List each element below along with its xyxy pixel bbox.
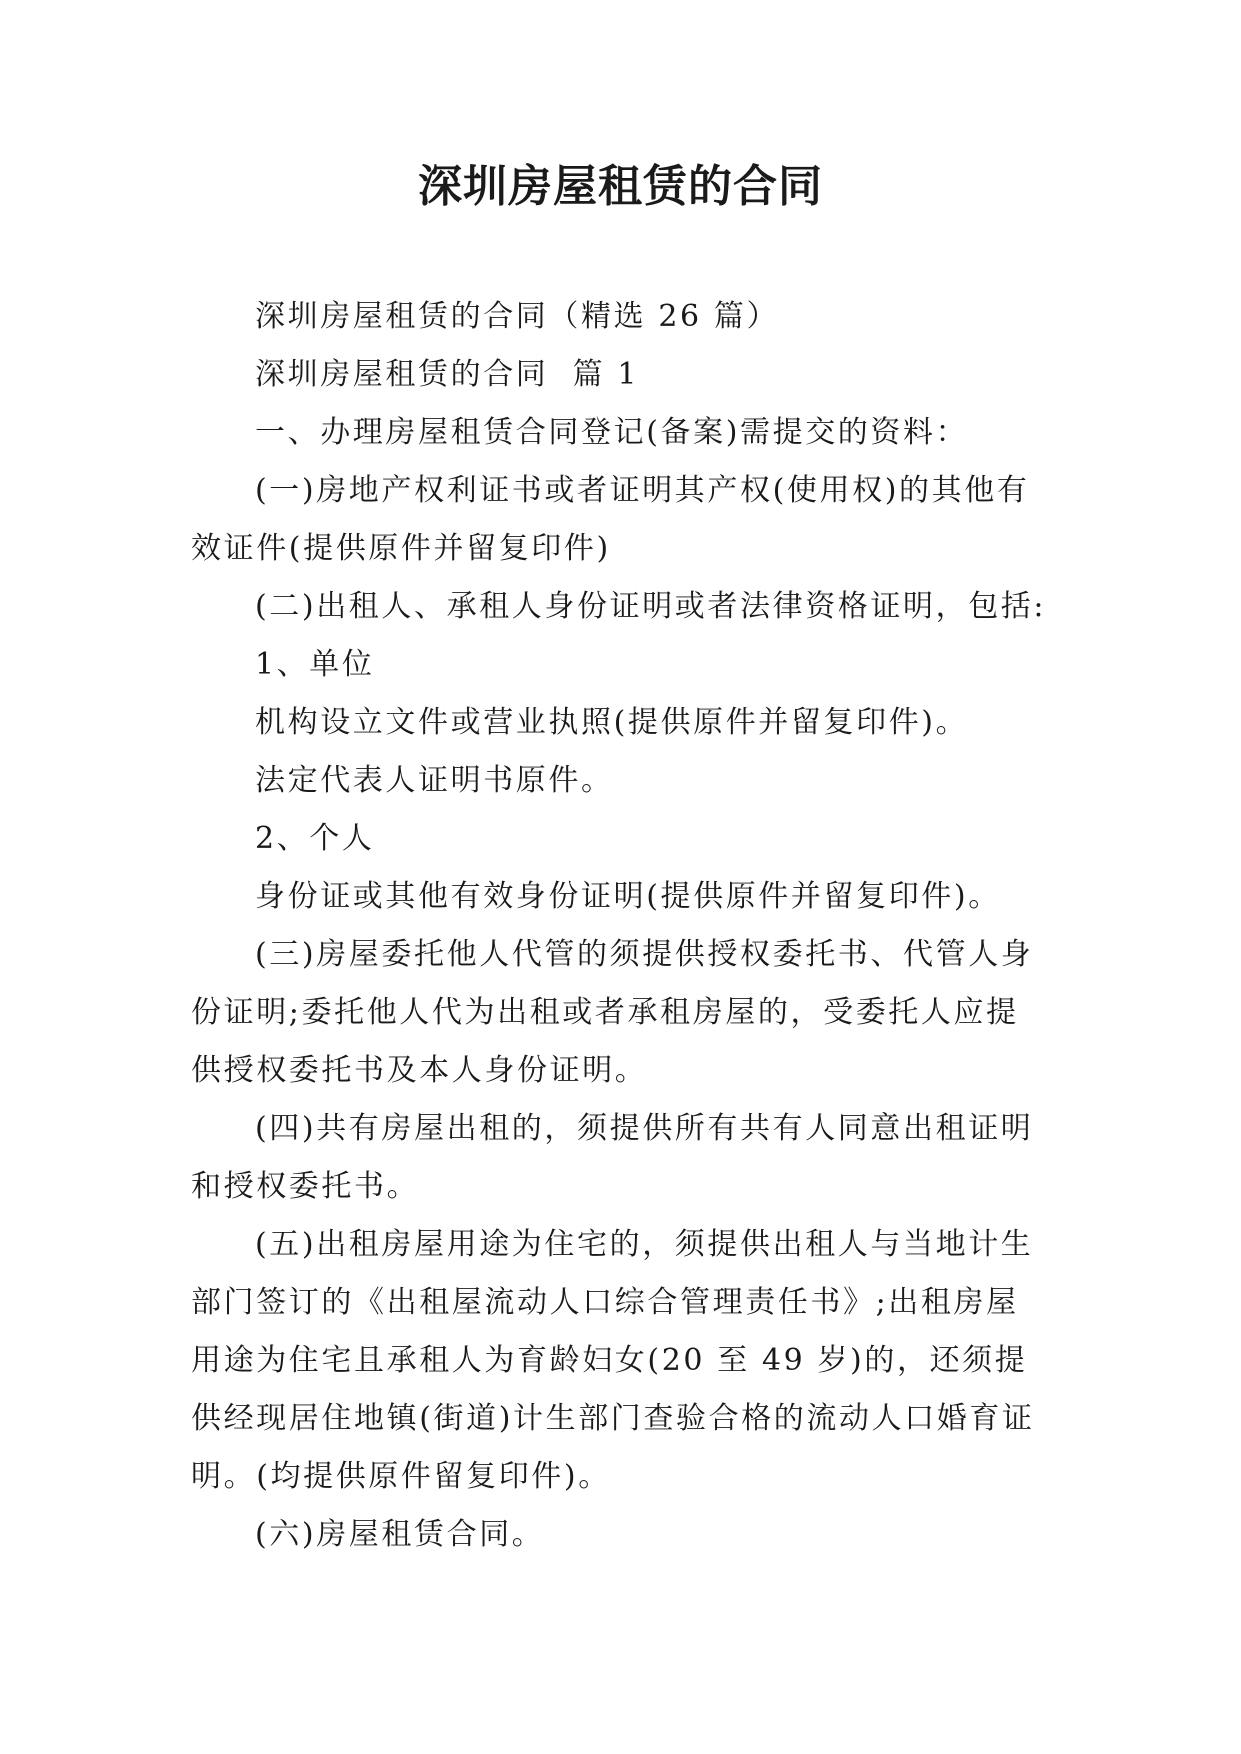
paragraph-item-4: (四)共有房屋出租的，须提供所有共有人同意出租证明和授权委托书。 [191,1111,1034,1204]
paragraph-item-1: (一)房地产权利证书或者证明其产权(使用权)的其他有效证件(提供原件并留复印件) [191,473,1030,566]
document-title: 深圳房屋租赁的合同 [418,161,823,212]
paragraph-section-heading: 深圳房屋租赁的合同 篇 1 [255,357,640,392]
paragraph-item-2: (二)出租人、承租人身份证明或者法律资格证明，包括: [255,589,1047,624]
paragraph-item-6: (六)房屋租赁合同。 [255,1517,545,1552]
paragraph-individual-doc: 身份证或其他有效身份证明(提供原件并留复印件)。 [255,879,1001,914]
paragraph-item-3: (三)房屋委托他人代管的须提供授权委托书、代管人身份证明;委托他人代为出租或者承租房屋的，受委托人应提供授权委托书及本人身份证明。 [191,937,1034,1088]
paragraph-item-5: (五)出租房屋用途为住宅的，须提供出租人与当地计生部门签订的《出租屋流动人口综合管理责任书》;出租房屋用途为住宅且承租人为育龄妇女(20 至 49 岁)的，还须提供经现居住地镇(街道)计生部门查验合格的流动人口婚育证明。(均提供原件留复印件)。 [191,1227,1035,1494]
paragraph-unit-doc-1: 机构设立文件或营业执照(提供原件并留复印件)。 [255,705,969,740]
paragraph-unit-doc-2: 法定代表人证明书原件。 [255,763,614,798]
paragraph-individual: 2、个人 [255,821,375,856]
paragraph-subtitle: 深圳房屋租赁的合同（精选 26 篇） [255,299,780,334]
document-body [191,288,1051,1564]
paragraph-item-heading: 一、办理房屋租赁合同登记(备案)需提交的资料： [255,415,969,450]
paragraph-unit: 1、单位 [255,647,375,682]
